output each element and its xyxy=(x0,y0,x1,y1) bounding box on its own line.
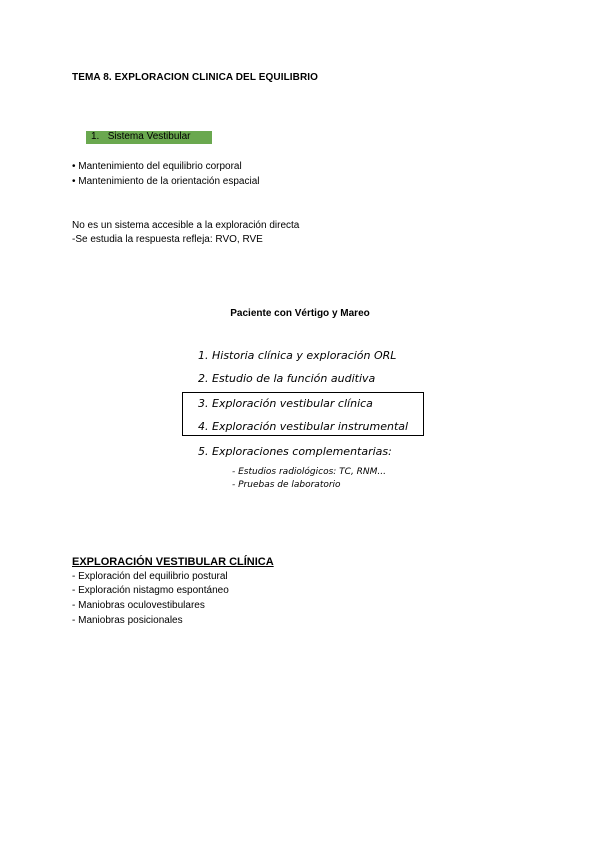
bullet-item: • Mantenimiento de la orientación espacial xyxy=(72,176,260,187)
list-item: - Exploración nistagmo espontáneo xyxy=(72,585,229,596)
bullet-item: • Mantenimiento del equilibrio corporal xyxy=(72,161,242,172)
section-heading-clinica: EXPLORACIÓN VESTIBULAR CLÍNICA xyxy=(72,556,274,568)
note-line: -Se estudia la respuesta refleja: RVO, RVE xyxy=(72,234,263,245)
diagram-item: 2. Estudio de la función auditiva xyxy=(198,372,376,385)
list-item: - Maniobras oculovestibulares xyxy=(72,600,205,611)
diagram-item: 1. Historia clínica y exploración ORL xyxy=(198,349,397,362)
section-label: Sistema Vestibular xyxy=(107,131,191,142)
list-item: - Exploración del equilibrio postural xyxy=(72,571,228,582)
diagram-title: Paciente con Vértigo y Mareo xyxy=(230,308,370,319)
note-line: No es un sistema accesible a la exploración directa xyxy=(72,220,300,231)
page-title: TEMA 8. EXPLORACION CLINICA DEL EQUILIBRIO xyxy=(72,72,319,83)
diagram-item: 3. Exploración vestibular clínica xyxy=(198,397,373,410)
diagram-subitem: - Estudios radiológicos: TC, RNM... xyxy=(232,467,387,477)
section-number: 1. xyxy=(91,131,100,142)
diagram-subitem: - Pruebas de laboratorio xyxy=(232,480,341,490)
section-heading-vestibular xyxy=(91,131,191,142)
list-item: - Maniobras posicionales xyxy=(72,615,183,626)
diagram-item: 4. Exploración vestibular instrumental xyxy=(198,420,409,433)
diagram-item: 5. Exploraciones complementarias: xyxy=(198,445,392,458)
